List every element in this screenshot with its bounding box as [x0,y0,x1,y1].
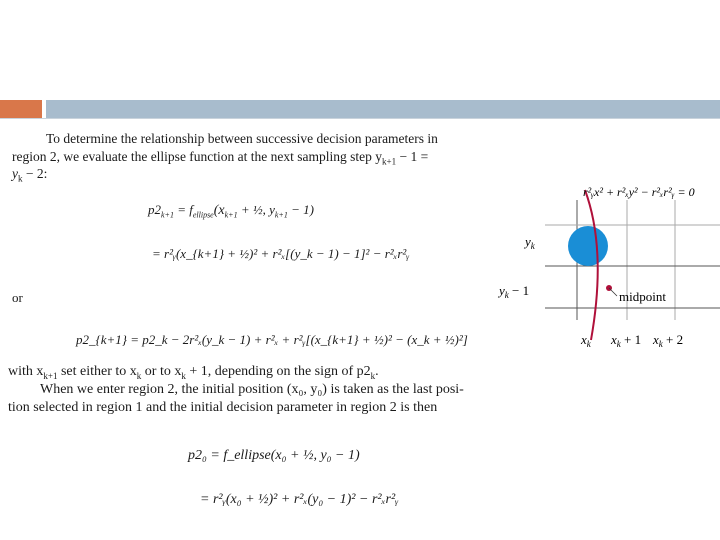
para2-line1: When we enter region 2, the initial position (x₀, y₀) is taken as the last posi- [40,382,464,397]
with-tail4: . [375,364,379,379]
yk-label [523,234,536,251]
xk2-label [652,332,683,349]
yk1-tail: − 1 [508,283,530,298]
eq1-args-sub: k+1 [224,210,238,220]
eq1-lhs: p2 [148,202,161,217]
eq1-args-tail2: − 1) [287,202,314,217]
curve-equation: r²ᵧx² + r²ₓy² − r²ₓr²ᵧ = 0 [583,185,695,199]
xk2-sub: k [658,339,663,349]
para1-line3-var: y [12,166,18,181]
or-label: or [12,290,23,305]
xk-var: x [581,332,587,347]
para1-line2-tail: − 1 = [396,149,429,164]
xk1-var: x [611,332,617,347]
with-sub3: k [181,370,186,381]
xk1-label [610,332,641,349]
with-sub4: k [370,370,376,381]
midpoint-diagram [495,180,720,350]
equation-2: = r²ᵧ(x_{k+1} + ½)² + r²ₓ[(y_k − 1) − 1]² − r²ₓr²ᵧ [152,246,410,261]
xk2-tail: + 2 [662,332,684,347]
with-text: with x [8,364,44,379]
with-sub2: k [136,370,142,381]
equation-1 [148,202,314,220]
xk-label [580,332,592,349]
header-bar [46,100,720,118]
para1-line2 [12,149,428,170]
with-tail3: + 1, depending on the sign of p2 [185,364,371,379]
yk1-label [497,283,529,300]
eq1-rhs: = f [177,202,193,217]
with-tail1: set either to x [57,364,137,379]
yk-var: y [525,234,531,249]
para1-line2-sub: k+1 [382,156,397,167]
with-line [8,364,379,384]
diagram-svg [495,180,720,350]
with-sub1: k+1 [43,370,58,381]
eq1-args-tail: + ½, y [237,202,275,217]
eq1-args-sub2: k+1 [274,210,288,220]
xk1-sub: k [616,339,621,349]
equation-3: p2_{k+1} = p2_k − 2r²ₓ(y_k − 1) + r²ₓ + r²ᵧ[(x_{k+1} + ½)² − (x_k + ½)²] [76,332,468,347]
xk2-var: x [653,332,659,347]
midpoint-leader [609,288,617,296]
yk-sub: k [530,241,535,251]
equation-4: p2₀ = f_ellipse(x₀ + ½, y₀ − 1) [188,448,360,463]
equation-5: = r²ᵧ(x₀ + ½)² + r²ₓ(y₀ − 1)² − r²ₓr²ᵧ [200,492,399,507]
accent-bar [0,100,42,118]
header-rule [0,118,720,119]
eq1-rhs-sub: ellipse [192,210,214,220]
para1-line1: To determine the relationship between successive decision parameters in [46,131,438,146]
eq1-lhs-sub: k+1 [161,210,174,220]
para1-line2-text: region 2, we evaluate the ellipse function at the next sampling step y [12,149,383,164]
midpoint-label: midpoint [619,289,666,304]
para1-line3 [12,166,47,187]
para2-line2: tion selected in region 1 and the initial decision parameter in region 2 is then [8,400,438,415]
with-tail2: or to x [141,364,182,379]
xk1-tail: + 1 [620,332,642,347]
selected-pixel [568,226,608,266]
para1-line3-sub: k [18,173,23,184]
yk1-sub: k [504,290,509,300]
xk-sub: k [586,339,591,349]
para1-line3-tail: − 2: [22,166,48,181]
eq1-args: (x [213,203,225,218]
yk1-var: y [499,283,505,298]
